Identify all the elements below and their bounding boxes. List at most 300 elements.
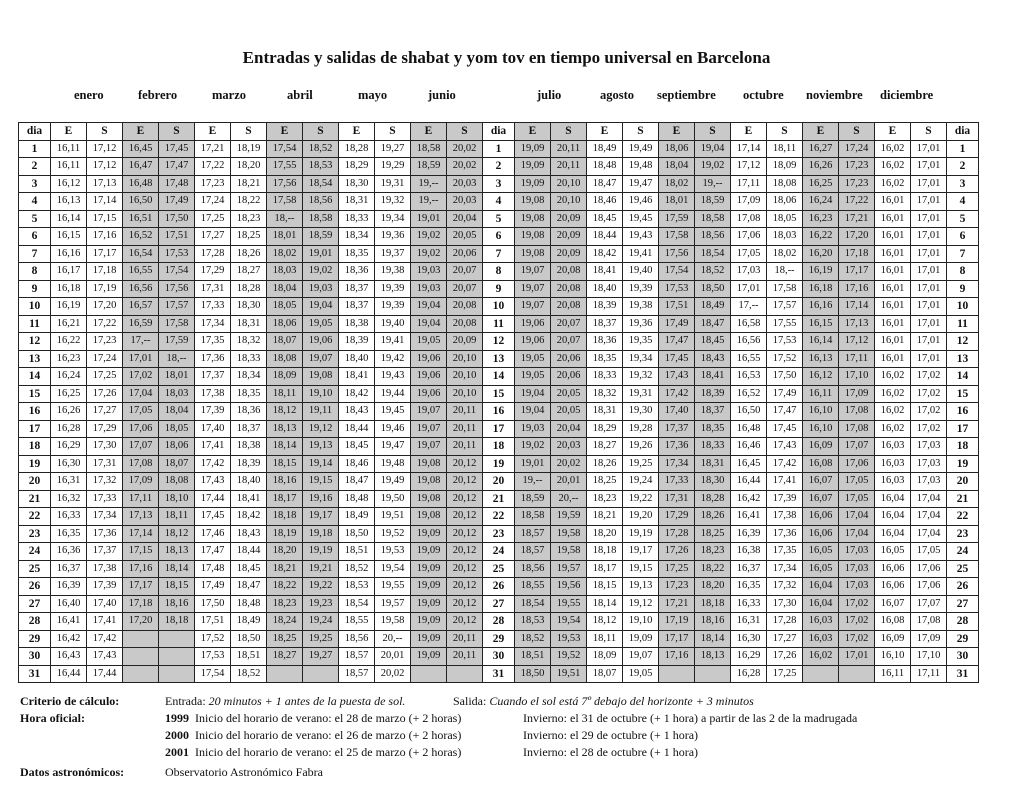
- month-label: abril: [287, 88, 313, 102]
- time-cell: 18,18: [695, 595, 731, 613]
- time-cell: 20,10: [551, 175, 587, 193]
- time-cell: 16,11: [51, 140, 87, 158]
- time-cell: 19,08: [515, 228, 551, 246]
- time-cell: 18,35: [587, 350, 623, 368]
- header-salida: S: [551, 123, 587, 141]
- time-cell: 18,06: [159, 438, 195, 456]
- time-cell: 17,18: [87, 263, 123, 281]
- time-cell: 17,29: [87, 420, 123, 438]
- time-cell: 19,09: [515, 175, 551, 193]
- time-cell: 16,44: [731, 473, 767, 491]
- time-cell: 18,57: [515, 525, 551, 543]
- time-cell: 17,16: [87, 228, 123, 246]
- time-cell: 18,57: [339, 665, 375, 683]
- day-number: 24: [483, 543, 515, 561]
- time-cell: 20,03: [447, 175, 483, 193]
- time-cell: 16,05: [803, 560, 839, 578]
- time-cell: 19,51: [551, 665, 587, 683]
- time-cell: 17,23: [659, 578, 695, 596]
- table-row: [19, 175, 979, 193]
- time-cell: 19,39: [375, 280, 411, 298]
- time-cell: 20,03: [447, 193, 483, 211]
- time-cell: 17,28: [195, 245, 231, 263]
- time-cell: 18,52: [695, 263, 731, 281]
- time-cell: 19,42: [375, 350, 411, 368]
- time-cell: 17,11: [911, 665, 947, 683]
- day-number: 25: [947, 560, 979, 578]
- time-cell: 17,02: [911, 385, 947, 403]
- time-cell: 18,59: [695, 193, 731, 211]
- time-cell: 19,58: [375, 613, 411, 631]
- time-cell: 17,01: [731, 280, 767, 298]
- time-cell: 17,31: [87, 455, 123, 473]
- month-header-row: [0, 88, 1013, 106]
- time-cell: 17,36: [195, 350, 231, 368]
- dst-2000: 2000 Inicio del horario de verano: el 26 de marzo (+ 2 horas): [165, 728, 462, 742]
- time-cell: 19,06: [411, 385, 447, 403]
- time-cell: 20,07: [551, 333, 587, 351]
- time-cell: 16,01: [875, 245, 911, 263]
- time-cell: 16,14: [803, 333, 839, 351]
- time-cell: 16,52: [123, 228, 159, 246]
- time-cell: 17,30: [767, 595, 803, 613]
- time-cell: 20,12: [447, 525, 483, 543]
- time-cell: 17,53: [195, 648, 231, 666]
- day-number: 13: [19, 350, 51, 368]
- time-cell: 17,56: [659, 245, 695, 263]
- time-cell: 18,49: [695, 298, 731, 316]
- time-cell: 17,27: [767, 630, 803, 648]
- day-number: 30: [947, 648, 979, 666]
- day-number: 6: [19, 228, 51, 246]
- time-cell: 20,12: [447, 560, 483, 578]
- time-cell: [267, 665, 303, 683]
- time-cell: 18,37: [695, 403, 731, 421]
- time-cell: 16,41: [51, 613, 87, 631]
- table-row: [19, 210, 979, 228]
- time-cell: 18,52: [231, 665, 267, 683]
- day-number: 19: [19, 455, 51, 473]
- time-cell: 17,05: [839, 490, 875, 508]
- day-number: 4: [947, 193, 979, 211]
- time-cell: 19,09: [515, 140, 551, 158]
- table-row: [19, 403, 979, 421]
- time-cell: 16,06: [803, 508, 839, 526]
- time-cell: 16,30: [51, 455, 87, 473]
- time-cell: 16,52: [731, 385, 767, 403]
- time-cell: 18,27: [231, 263, 267, 281]
- time-cell: 17,43: [659, 368, 695, 386]
- time-cell: 16,51: [123, 210, 159, 228]
- time-cell: 17,03: [731, 263, 767, 281]
- time-cell: 16,22: [51, 333, 87, 351]
- time-cell: 19,49: [375, 473, 411, 491]
- time-cell: 17,01: [123, 350, 159, 368]
- time-cell: 20,04: [551, 420, 587, 438]
- time-cell: 17,40: [195, 420, 231, 438]
- criterio-label: Criterio de cálculo:: [20, 694, 120, 708]
- time-cell: 17,53: [659, 280, 695, 298]
- time-cell: [695, 665, 731, 683]
- time-cell: 17,14: [839, 298, 875, 316]
- time-cell: 18,02: [267, 245, 303, 263]
- time-cell: 19,11: [303, 403, 339, 421]
- time-cell: 17,41: [87, 613, 123, 631]
- time-cell: 17,06: [731, 228, 767, 246]
- time-cell: 18,39: [695, 385, 731, 403]
- time-cell: 16,03: [803, 630, 839, 648]
- time-cell: 20,11: [551, 140, 587, 158]
- time-cell: 19,46: [375, 420, 411, 438]
- time-cell: 19,26: [623, 438, 659, 456]
- time-cell: 17,48: [159, 175, 195, 193]
- time-cell: 17,39: [767, 490, 803, 508]
- header-entrada: E: [875, 123, 911, 141]
- dst-1999: 1999 Inicio del horario de verano: el 28 de marzo (+ 2 horas): [165, 711, 462, 725]
- day-number: 12: [19, 333, 51, 351]
- time-cell: 17,01: [911, 210, 947, 228]
- time-cell: 17,03: [911, 455, 947, 473]
- time-cell: 18,22: [267, 578, 303, 596]
- day-number: 27: [947, 595, 979, 613]
- time-cell: 17,13: [87, 175, 123, 193]
- time-cell: 19,43: [375, 368, 411, 386]
- table-row: [19, 438, 979, 456]
- time-cell: 19,12: [623, 595, 659, 613]
- time-cell: 18,06: [767, 193, 803, 211]
- header-entrada: E: [515, 123, 551, 141]
- day-number: 25: [19, 560, 51, 578]
- time-cell: 17,17: [659, 630, 695, 648]
- time-cell: 17,38: [767, 508, 803, 526]
- time-cell: 17,02: [839, 613, 875, 631]
- time-cell: 18,43: [695, 350, 731, 368]
- time-cell: 18,10: [159, 490, 195, 508]
- time-cell: 17,42: [195, 455, 231, 473]
- day-number: 30: [19, 648, 51, 666]
- time-cell: 20,10: [447, 385, 483, 403]
- time-cell: 20,12: [447, 490, 483, 508]
- time-cell: 17,45: [659, 350, 695, 368]
- time-cell: 18,11: [767, 140, 803, 158]
- time-cell: 19,36: [623, 315, 659, 333]
- time-cell: 18,41: [587, 263, 623, 281]
- time-cell: 19,04: [411, 298, 447, 316]
- day-number: 17: [19, 420, 51, 438]
- time-cell: 18,42: [587, 245, 623, 263]
- time-cell: 18,25: [231, 228, 267, 246]
- time-cell: 17,29: [659, 508, 695, 526]
- time-cell: 18,55: [339, 613, 375, 631]
- time-cell: 19,53: [375, 543, 411, 561]
- time-cell: 19,16: [303, 490, 339, 508]
- time-cell: 18,21: [587, 508, 623, 526]
- time-cell: 19,08: [515, 210, 551, 228]
- time-cell: 19,47: [375, 438, 411, 456]
- time-cell: 16,42: [731, 490, 767, 508]
- time-cell: 17,53: [159, 245, 195, 263]
- day-number: 21: [483, 490, 515, 508]
- time-cell: 17,03: [911, 438, 947, 456]
- time-cell: 18,05: [267, 298, 303, 316]
- time-cell: 18,35: [695, 420, 731, 438]
- day-number: 17: [947, 420, 979, 438]
- time-cell: 16,02: [875, 420, 911, 438]
- time-cell: 16,29: [731, 648, 767, 666]
- time-cell: 18,23: [267, 595, 303, 613]
- time-cell: 16,11: [51, 158, 87, 176]
- time-cell: 16,57: [123, 298, 159, 316]
- time-cell: 18,20: [695, 578, 731, 596]
- time-cell: 17,29: [195, 263, 231, 281]
- time-cell: 19,08: [411, 508, 447, 526]
- time-cell: 17,39: [87, 578, 123, 596]
- time-cell: 19,27: [375, 140, 411, 158]
- month-label: enero: [74, 88, 104, 102]
- time-cell: 16,01: [875, 228, 911, 246]
- time-cell: 18,01: [659, 193, 695, 211]
- time-cell: 16,18: [803, 280, 839, 298]
- day-number: 18: [947, 438, 979, 456]
- time-cell: 17,04: [839, 508, 875, 526]
- time-cell: 18,34: [339, 228, 375, 246]
- time-cell: 16,11: [875, 665, 911, 683]
- time-cell: 17,02: [911, 403, 947, 421]
- table-row: [19, 508, 979, 526]
- time-cell: 18,47: [231, 578, 267, 596]
- time-cell: 17,06: [839, 455, 875, 473]
- table-row: [19, 193, 979, 211]
- time-cell: 17,55: [267, 158, 303, 176]
- day-number: 29: [19, 630, 51, 648]
- time-cell: 17,01: [911, 175, 947, 193]
- time-cell: 17,05: [731, 245, 767, 263]
- day-number: 24: [19, 543, 51, 561]
- time-cell: 19,05: [515, 350, 551, 368]
- time-cell: 18,37: [587, 315, 623, 333]
- time-cell: 17,58: [267, 193, 303, 211]
- time-cell: 19,32: [623, 368, 659, 386]
- time-cell: 18,58: [411, 140, 447, 158]
- time-cell: 16,45: [731, 455, 767, 473]
- time-cell: 18,37: [231, 420, 267, 438]
- time-cell: 18,--: [267, 210, 303, 228]
- time-cell: 19,07: [411, 403, 447, 421]
- time-cell: 17,42: [659, 385, 695, 403]
- time-cell: 16,55: [123, 263, 159, 281]
- time-cell: 18,32: [587, 385, 623, 403]
- header-entrada: E: [587, 123, 623, 141]
- time-cell: 19,24: [303, 613, 339, 631]
- time-cell: 18,06: [659, 140, 695, 158]
- time-cell: 17,23: [839, 175, 875, 193]
- time-cell: 18,30: [339, 175, 375, 193]
- time-cell: 18,41: [339, 368, 375, 386]
- time-cell: 16,15: [803, 315, 839, 333]
- time-cell: 18,38: [339, 315, 375, 333]
- table-row: [19, 543, 979, 561]
- time-cell: 17,01: [911, 263, 947, 281]
- table-row: [19, 420, 979, 438]
- time-cell: 17,14: [123, 525, 159, 543]
- time-cell: 17,34: [767, 560, 803, 578]
- time-cell: 18,27: [587, 438, 623, 456]
- time-cell: 18,45: [695, 333, 731, 351]
- time-cell: 19,55: [551, 595, 587, 613]
- time-cell: 17,42: [767, 455, 803, 473]
- table-row: [19, 298, 979, 316]
- time-cell: 18,56: [515, 560, 551, 578]
- time-cell: 17,23: [839, 158, 875, 176]
- time-cell: 17,49: [195, 578, 231, 596]
- time-cell: 19,08: [303, 368, 339, 386]
- time-cell: 20,02: [375, 665, 411, 683]
- day-number: 24: [947, 543, 979, 561]
- time-cell: 19,03: [411, 280, 447, 298]
- time-cell: 18,03: [267, 263, 303, 281]
- time-cell: 19,58: [551, 525, 587, 543]
- time-cell: 20,11: [447, 403, 483, 421]
- time-cell: 19,40: [375, 315, 411, 333]
- time-cell: 18,07: [587, 665, 623, 683]
- time-cell: 18,01: [267, 228, 303, 246]
- time-cell: 19,41: [375, 333, 411, 351]
- time-cell: 18,45: [231, 560, 267, 578]
- day-number: 7: [947, 245, 979, 263]
- time-cell: 19,09: [623, 630, 659, 648]
- time-cell: 17,36: [87, 525, 123, 543]
- day-number: 29: [947, 630, 979, 648]
- time-cell: 17,59: [159, 333, 195, 351]
- time-cell: 16,01: [875, 210, 911, 228]
- table-row: [19, 228, 979, 246]
- table-row: [19, 368, 979, 386]
- time-cell: 16,04: [875, 525, 911, 543]
- time-cell: 18,53: [339, 578, 375, 596]
- month-label: noviembre: [806, 88, 863, 102]
- time-cell: 18,52: [339, 560, 375, 578]
- day-number: 23: [19, 525, 51, 543]
- time-cell: 18,42: [231, 508, 267, 526]
- time-cell: 20,12: [447, 455, 483, 473]
- time-cell: 19,04: [303, 298, 339, 316]
- time-cell: 18,58: [515, 508, 551, 526]
- time-cell: 17,19: [87, 280, 123, 298]
- time-cell: 16,45: [123, 140, 159, 158]
- time-cell: 17,56: [159, 280, 195, 298]
- time-cell: 19,28: [623, 420, 659, 438]
- table-row: [19, 333, 979, 351]
- time-cell: 19,52: [551, 648, 587, 666]
- time-cell: 19,--: [411, 175, 447, 193]
- time-cell: 18,32: [231, 333, 267, 351]
- time-cell: [123, 665, 159, 683]
- time-cell: 19,58: [551, 543, 587, 561]
- time-cell: 19,37: [375, 245, 411, 263]
- time-cell: 17,12: [87, 158, 123, 176]
- time-cell: 18,12: [587, 613, 623, 631]
- time-cell: 16,10: [875, 648, 911, 666]
- time-cell: 17,18: [123, 595, 159, 613]
- time-cell: 19,57: [375, 595, 411, 613]
- time-cell: 19,08: [515, 193, 551, 211]
- time-cell: 16,55: [731, 350, 767, 368]
- time-cell: 17,08: [911, 613, 947, 631]
- time-cell: 18,09: [267, 368, 303, 386]
- time-cell: 17,22: [87, 315, 123, 333]
- time-cell: 17,43: [767, 438, 803, 456]
- time-cell: 17,54: [267, 140, 303, 158]
- time-cell: 18,14: [587, 595, 623, 613]
- time-cell: 18,28: [231, 280, 267, 298]
- time-cell: 19,05: [411, 333, 447, 351]
- time-cell: 17,38: [195, 385, 231, 403]
- time-cell: 17,54: [195, 665, 231, 683]
- time-cell: 20,01: [375, 648, 411, 666]
- header-salida: S: [159, 123, 195, 141]
- observatory-credit: Observatorio Astronómico Fabra: [165, 765, 323, 779]
- header-salida: S: [87, 123, 123, 141]
- day-number: 18: [483, 438, 515, 456]
- time-cell: 17,33: [87, 490, 123, 508]
- time-cell: 20,11: [447, 630, 483, 648]
- time-cell: 16,01: [875, 350, 911, 368]
- time-cell: 18,56: [339, 630, 375, 648]
- time-cell: 19,09: [411, 543, 447, 561]
- time-cell: 16,37: [51, 560, 87, 578]
- time-cell: 16,13: [803, 350, 839, 368]
- time-cell: 16,19: [803, 263, 839, 281]
- hora-oficial-label: Hora oficial:: [20, 711, 85, 725]
- time-cell: 18,37: [339, 280, 375, 298]
- time-cell: 16,20: [803, 245, 839, 263]
- time-cell: 18,11: [159, 508, 195, 526]
- datos-label: Datos astronómicos:: [20, 765, 125, 779]
- time-cell: 16,13: [51, 193, 87, 211]
- table-row: [19, 263, 979, 281]
- time-cell: 17,27: [87, 403, 123, 421]
- time-cell: 16,07: [803, 473, 839, 491]
- time-cell: 16,05: [875, 543, 911, 561]
- time-cell: 18,42: [339, 385, 375, 403]
- time-cell: 18,33: [339, 210, 375, 228]
- day-number: 3: [483, 175, 515, 193]
- time-cell: 18,54: [515, 595, 551, 613]
- time-cell: 17,01: [911, 140, 947, 158]
- time-cell: 18,22: [231, 193, 267, 211]
- time-cell: 16,42: [51, 630, 87, 648]
- time-cell: 18,34: [231, 368, 267, 386]
- time-cell: 16,02: [875, 140, 911, 158]
- time-cell: 19,09: [411, 613, 447, 631]
- month-label: junio: [428, 88, 456, 102]
- day-number: 27: [19, 595, 51, 613]
- time-cell: 19,29: [375, 158, 411, 176]
- entrada-criteria: Entrada: 20 minutos + 1 antes de la puesta de sol.: [165, 694, 406, 708]
- time-cell: 19,23: [303, 595, 339, 613]
- time-cell: 16,23: [51, 350, 87, 368]
- time-cell: 20,02: [551, 455, 587, 473]
- time-cell: 17,04: [839, 525, 875, 543]
- header-salida: S: [767, 123, 803, 141]
- time-cell: 20,01: [551, 473, 587, 491]
- time-cell: 17,16: [123, 560, 159, 578]
- time-cell: 18,25: [267, 630, 303, 648]
- time-cell: 18,31: [695, 455, 731, 473]
- time-cell: 18,18: [587, 543, 623, 561]
- time-cell: 20,02: [447, 140, 483, 158]
- month-label: julio: [537, 88, 562, 102]
